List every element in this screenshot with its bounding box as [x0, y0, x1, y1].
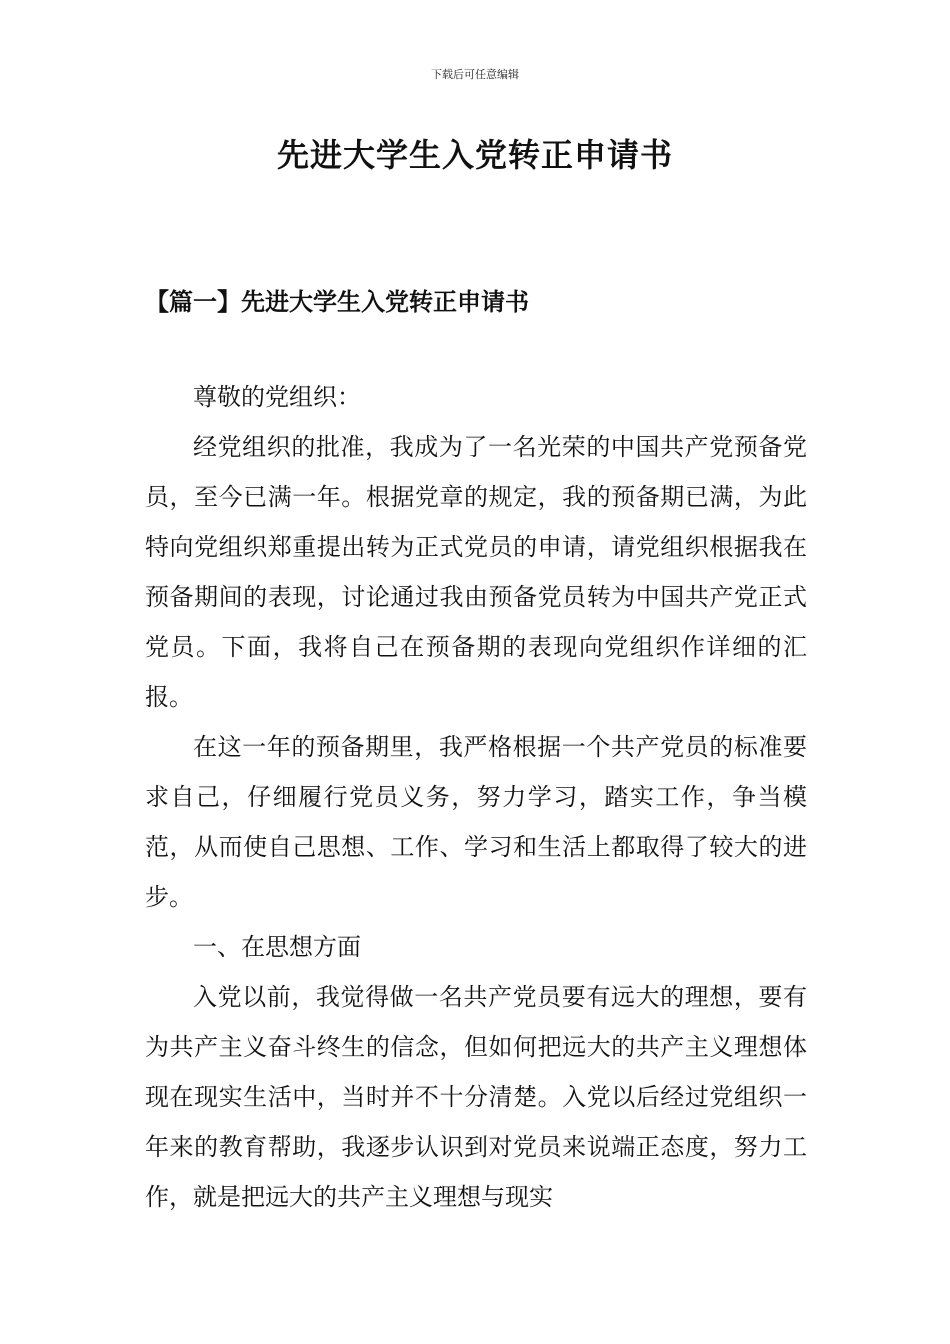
body-paragraph: 在这一年的预备期里，我严格根据一个共产党员的标准要求自己，仔细履行党员义务，努力学习，踏实工作，争当模范，从而使自己思想、工作、学习和生活上都取得了较大的进步。	[145, 733, 807, 911]
header-note: 下载后可任意编辑	[431, 68, 519, 81]
body-paragraph: 经党组织的批准，我成为了一名光荣的中国共产党预备党员，至今已满一年。根据党章的规定，我的预备期已满，为此特向党组织郑重提出转为正式党员的申请，请党组织根据我在预备期间的表现，讨论通过我由预备党员转为中国共产党正式党员。下面，我将自己在预备期的表现向党组织作详细的汇报。	[145, 433, 807, 711]
salutation: 尊敬的党组织：	[193, 383, 361, 411]
document-title: 先进大学生入党转正申请书	[276, 136, 673, 174]
document-body	[145, 372, 807, 1222]
subsection-heading: 一、在思想方面	[193, 933, 361, 961]
section-heading: 【篇一】先进大学生入党转正申请书	[145, 287, 529, 316]
body-paragraph: 入党以前，我觉得做一名共产党员要有远大的理想，要有为共产主义奋斗终生的信念，但如何把远大的共产主义理想体现在现实生活中，当时并不十分清楚。入党以后经过党组织一年来的教育帮助，我逐步认识到对党员来说端正态度，努力工作，就是把远大的共产主义理想与现实	[145, 983, 807, 1211]
